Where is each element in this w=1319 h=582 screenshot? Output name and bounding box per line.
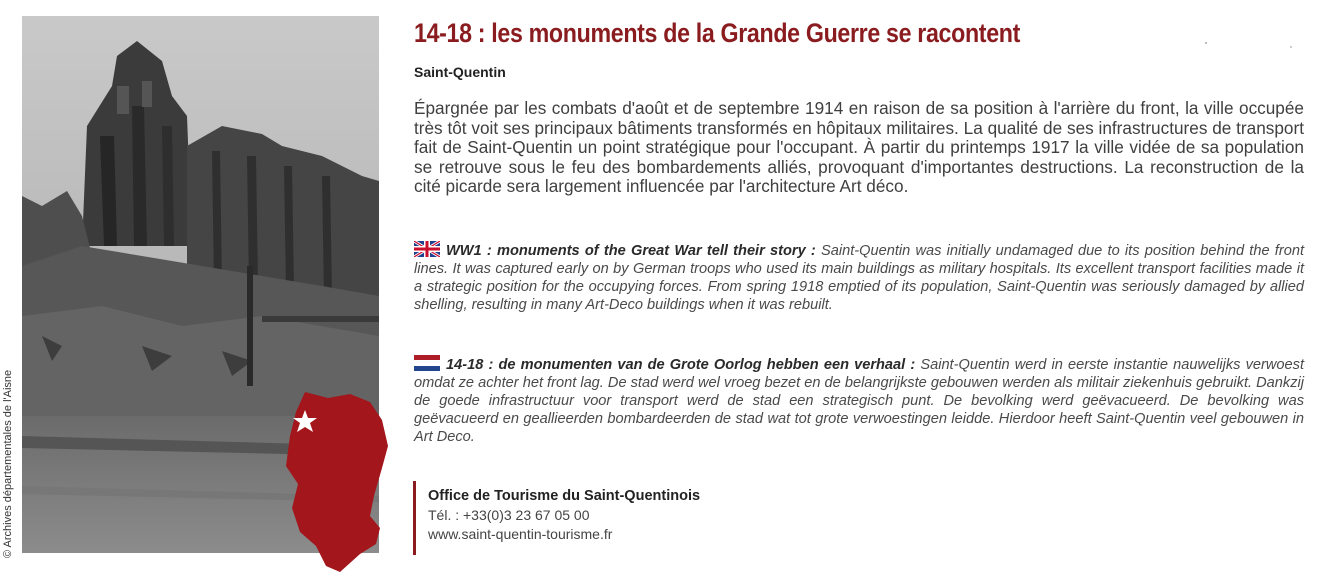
city-name: Saint-Quentin: [414, 64, 506, 80]
uk-flag-icon: [414, 241, 440, 257]
french-paragraph: Épargnée par les combats d'août et de septembre 1914 en raison de sa position à l'arrière du front, la ville occupée très tôt voit ses principaux bâtiments transformés en hôpitaux militaires. La qualité de ses infrastructures de transport fait de Saint-Quentin un point stratégique pour l'occupant. À partir du printemps 1917 la ville vidée de sa population se retrouve sous le feu des bombardements alliés, provoquant d'importantes destructions. La reconstruction de la cité picarde sera largement influencée par l'architecture Art déco.: [414, 98, 1304, 197]
dutch-heading: 14-18 : de monumenten van de Grote Oorlog hebben een verhaal :: [446, 357, 916, 373]
aisne-department-map-icon: [270, 376, 420, 576]
photo-credit: © Archives départementales de l'Aisne: [2, 369, 14, 558]
tourism-office-name: Office de Tourisme du Saint-Quentinois: [428, 488, 701, 504]
english-description: [414, 241, 1304, 314]
netherlands-flag-icon: [414, 355, 440, 371]
phone-number: Tél. : +33(0)3 23 67 05 00: [428, 507, 590, 523]
website-url: www.saint-quentin-tourisme.fr: [428, 526, 613, 542]
contact-block: [413, 481, 700, 555]
dutch-text: Saint-Quentin werd in eerste instantie nauwelijks verwoest omdat ze achter het front lag. De stad werd wel vroeg bezet en de belangrijkste gebouwen werden als militair ziekenhuis gebruikt. Dankzij de goede infrastructuur voor transport werd de stad een strategisch punt. De bevolking werd geëvacueerd. De bevolking was geëvacueerd en geallieerden bombardeerden de stad wat tot grote verwoestingen leidde. Hierdoor heeft Saint-Quentin veel gebouwen in Art Deco.: [414, 357, 1305, 446]
english-text: Saint-Quentin was initially undamaged due to its position behind the front lines. It was captured early on by German troops who used its main buildings as military hospitals. Its excellent transport facilities made it a strategic position for the occupying forces. From spring 1918 emptied of its population, Saint-Quentin was seriously damaged by allied shelling, resulting in many Art-Deco buildings when it was rebuilt.: [414, 243, 1304, 314]
dutch-description: [414, 355, 1304, 446]
english-heading: WW1 : monuments of the Great War tell their story :: [446, 243, 816, 259]
french-description: [414, 99, 1304, 197]
page-title: 14-18 : les monuments de la Grande Guerre se racontent: [414, 18, 1021, 48]
speck: [1290, 46, 1292, 48]
speck: [1205, 42, 1207, 44]
